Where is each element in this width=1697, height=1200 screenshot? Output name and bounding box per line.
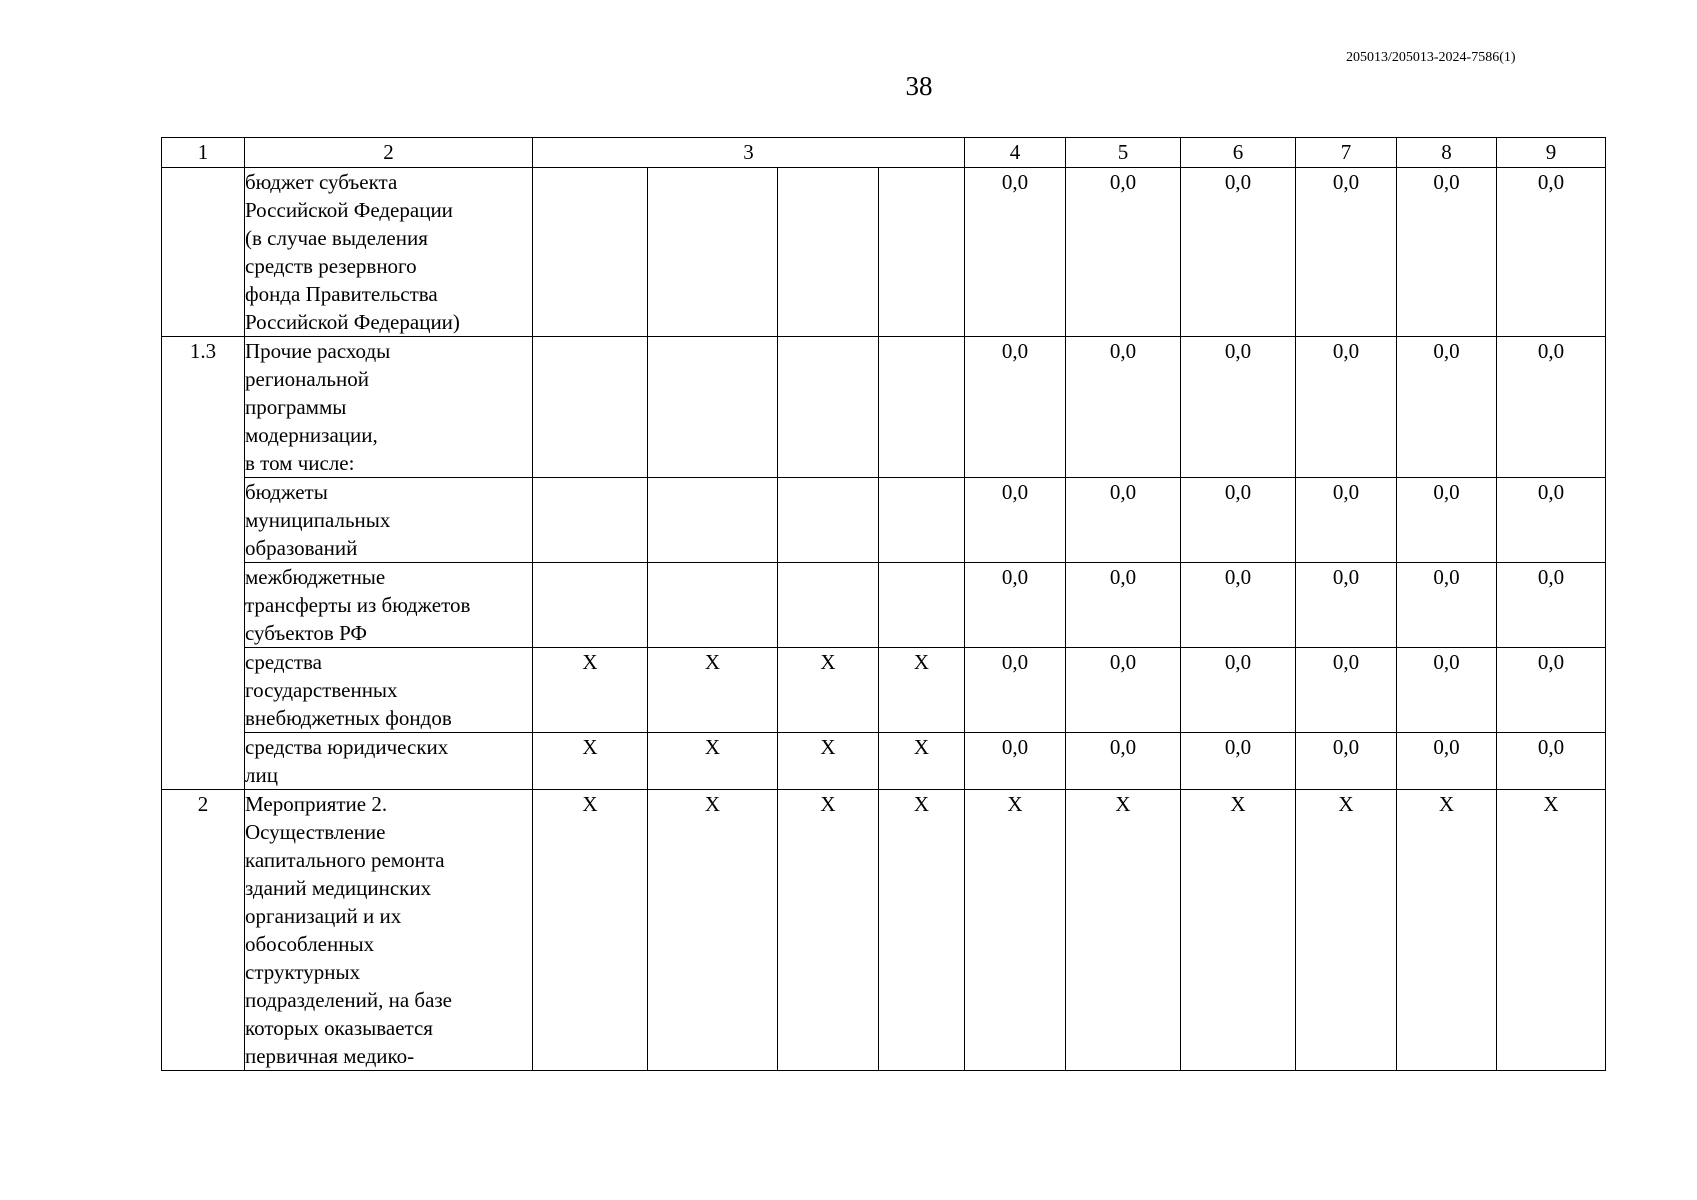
header-cell: 5 xyxy=(1066,138,1181,168)
description-line: Российской Федерации xyxy=(245,198,453,222)
col3-subcell xyxy=(533,337,648,478)
value-cell: 0,0 xyxy=(1397,733,1497,790)
value-cell: 0,0 xyxy=(1497,168,1606,337)
table-row xyxy=(162,337,1606,478)
value-cell: 0,0 xyxy=(1397,337,1497,478)
value-cell: X xyxy=(1181,790,1296,1071)
value-cell: 0,0 xyxy=(1181,648,1296,733)
description-line: модернизации, xyxy=(245,423,378,447)
value-cell: 0,0 xyxy=(1397,648,1497,733)
description-line: трансферты из бюджетов xyxy=(245,593,471,617)
table-row xyxy=(162,478,1606,563)
value-cell: 0,0 xyxy=(1066,733,1181,790)
col3-subcell: X xyxy=(533,648,648,733)
col3-subcell: X xyxy=(778,733,879,790)
description-line: структурных xyxy=(245,960,361,984)
description-line: в том числе: xyxy=(245,451,355,475)
value-cell: 0,0 xyxy=(965,648,1066,733)
col3-subcell: X xyxy=(879,733,965,790)
col3-subcell xyxy=(778,337,879,478)
col3-subcell xyxy=(778,478,879,563)
table-row xyxy=(162,648,1606,733)
description-cell xyxy=(245,563,533,648)
value-cell: X xyxy=(1066,790,1181,1071)
value-cell: X xyxy=(965,790,1066,1071)
value-cell: 0,0 xyxy=(1066,563,1181,648)
value-cell: 0,0 xyxy=(1066,337,1181,478)
description-line: Осуществление xyxy=(245,820,386,844)
description-line: Мероприятие 2. xyxy=(245,792,388,816)
value-cell: 0,0 xyxy=(1497,478,1606,563)
value-cell: 0,0 xyxy=(1181,563,1296,648)
description-line: Прочие расходы xyxy=(245,339,391,363)
value-cell: 0,0 xyxy=(965,563,1066,648)
header-cell: 3 xyxy=(533,138,965,168)
description-line: бюджеты xyxy=(245,480,328,504)
description-line: лиц xyxy=(245,763,278,787)
value-cell: X xyxy=(1497,790,1606,1071)
value-cell: 0,0 xyxy=(1296,648,1397,733)
value-cell: 0,0 xyxy=(1181,733,1296,790)
header-cell: 2 xyxy=(245,138,533,168)
value-cell: 0,0 xyxy=(1296,563,1397,648)
col3-subcell: X xyxy=(778,648,879,733)
header-cell: 1 xyxy=(162,138,245,168)
table-row xyxy=(162,563,1606,648)
description-cell xyxy=(245,478,533,563)
description-line: зданий медицинских xyxy=(245,876,432,900)
value-cell: 0,0 xyxy=(1181,337,1296,478)
value-cell: 0,0 xyxy=(1066,648,1181,733)
value-cell: 0,0 xyxy=(965,478,1066,563)
col3-subcell xyxy=(533,563,648,648)
value-cell: 0,0 xyxy=(1181,168,1296,337)
table-row xyxy=(162,733,1606,790)
value-cell: 0,0 xyxy=(1296,337,1397,478)
description-line: бюджет субъекта xyxy=(245,170,398,194)
description-line: организаций и их xyxy=(245,904,402,928)
description-line: программы xyxy=(245,395,347,419)
value-cell: 0,0 xyxy=(1296,733,1397,790)
description-cell xyxy=(245,168,533,337)
col3-subcell xyxy=(533,478,648,563)
value-cell: 0,0 xyxy=(1497,563,1606,648)
col3-subcell: X xyxy=(879,648,965,733)
table-row xyxy=(162,168,1606,337)
description-line: региональной xyxy=(245,367,369,391)
row-number-cell: 2 xyxy=(162,790,245,1071)
description-line: (в случае выделения xyxy=(245,226,428,250)
description-cell xyxy=(245,790,533,1071)
col3-subcell xyxy=(648,478,778,563)
description-line: средства xyxy=(245,650,323,674)
col3-subcell xyxy=(778,168,879,337)
header-cell: 7 xyxy=(1296,138,1397,168)
value-cell: 0,0 xyxy=(1397,563,1497,648)
col3-subcell xyxy=(879,563,965,648)
value-cell: 0,0 xyxy=(1296,478,1397,563)
header-row xyxy=(162,138,1606,168)
value-cell: 0,0 xyxy=(1181,478,1296,563)
value-cell: 0,0 xyxy=(965,168,1066,337)
description-line: Российской Федерации) xyxy=(245,310,460,334)
document-id: 205013/205013-2024-7586(1) xyxy=(1346,50,1516,65)
description-cell xyxy=(245,733,533,790)
description-line: средства юридических xyxy=(245,735,449,759)
row-number-cell xyxy=(162,168,245,337)
value-cell: 0,0 xyxy=(1296,168,1397,337)
col3-subcell: X xyxy=(648,648,778,733)
description-line: образований xyxy=(245,536,358,560)
description-line: муниципальных xyxy=(245,508,391,532)
col3-subcell xyxy=(648,168,778,337)
header-cell: 8 xyxy=(1397,138,1497,168)
value-cell: 0,0 xyxy=(1066,478,1181,563)
value-cell: 0,0 xyxy=(965,733,1066,790)
description-line: внебюджетных фондов xyxy=(245,706,452,730)
col3-subcell xyxy=(879,168,965,337)
value-cell: 0,0 xyxy=(1397,478,1497,563)
col3-subcell xyxy=(879,478,965,563)
col3-subcell: X xyxy=(533,733,648,790)
col3-subcell xyxy=(533,168,648,337)
col3-subcell xyxy=(648,337,778,478)
description-line: фонда Правительства xyxy=(245,282,438,306)
col3-subcell: X xyxy=(778,790,879,1071)
description-line: субъектов РФ xyxy=(245,621,368,645)
header-cell: 9 xyxy=(1497,138,1606,168)
header-cell: 6 xyxy=(1181,138,1296,168)
header-cell: 4 xyxy=(965,138,1066,168)
description-line: подразделений, на базе xyxy=(245,988,453,1012)
description-line: межбюджетные xyxy=(245,565,386,589)
value-cell: 0,0 xyxy=(1497,733,1606,790)
col3-subcell xyxy=(778,563,879,648)
col3-subcell: X xyxy=(648,790,778,1071)
col3-subcell xyxy=(879,337,965,478)
col3-subcell xyxy=(648,563,778,648)
description-line: капитального ремонта xyxy=(245,848,445,872)
table-body xyxy=(162,168,1606,1071)
page-number: 38 xyxy=(905,71,933,101)
value-cell: 0,0 xyxy=(1497,337,1606,478)
description-line: которых оказывается xyxy=(245,1016,433,1040)
value-cell: 0,0 xyxy=(1066,168,1181,337)
description-cell xyxy=(245,337,533,478)
description-line: государственных xyxy=(245,678,398,702)
value-cell: 0,0 xyxy=(965,337,1066,478)
description-line: средств резервного xyxy=(245,254,417,278)
description-line: первичная медико- xyxy=(245,1044,415,1068)
col3-subcell: X xyxy=(648,733,778,790)
value-cell: 0,0 xyxy=(1497,648,1606,733)
budget-table xyxy=(161,137,1606,1071)
row-number-cell: 1.3 xyxy=(162,337,245,790)
value-cell: X xyxy=(1296,790,1397,1071)
col3-subcell: X xyxy=(879,790,965,1071)
value-cell: 0,0 xyxy=(1397,168,1497,337)
description-cell xyxy=(245,648,533,733)
table-row xyxy=(162,790,1606,1071)
value-cell: X xyxy=(1397,790,1497,1071)
col3-subcell: X xyxy=(533,790,648,1071)
description-line: обособленных xyxy=(245,932,375,956)
